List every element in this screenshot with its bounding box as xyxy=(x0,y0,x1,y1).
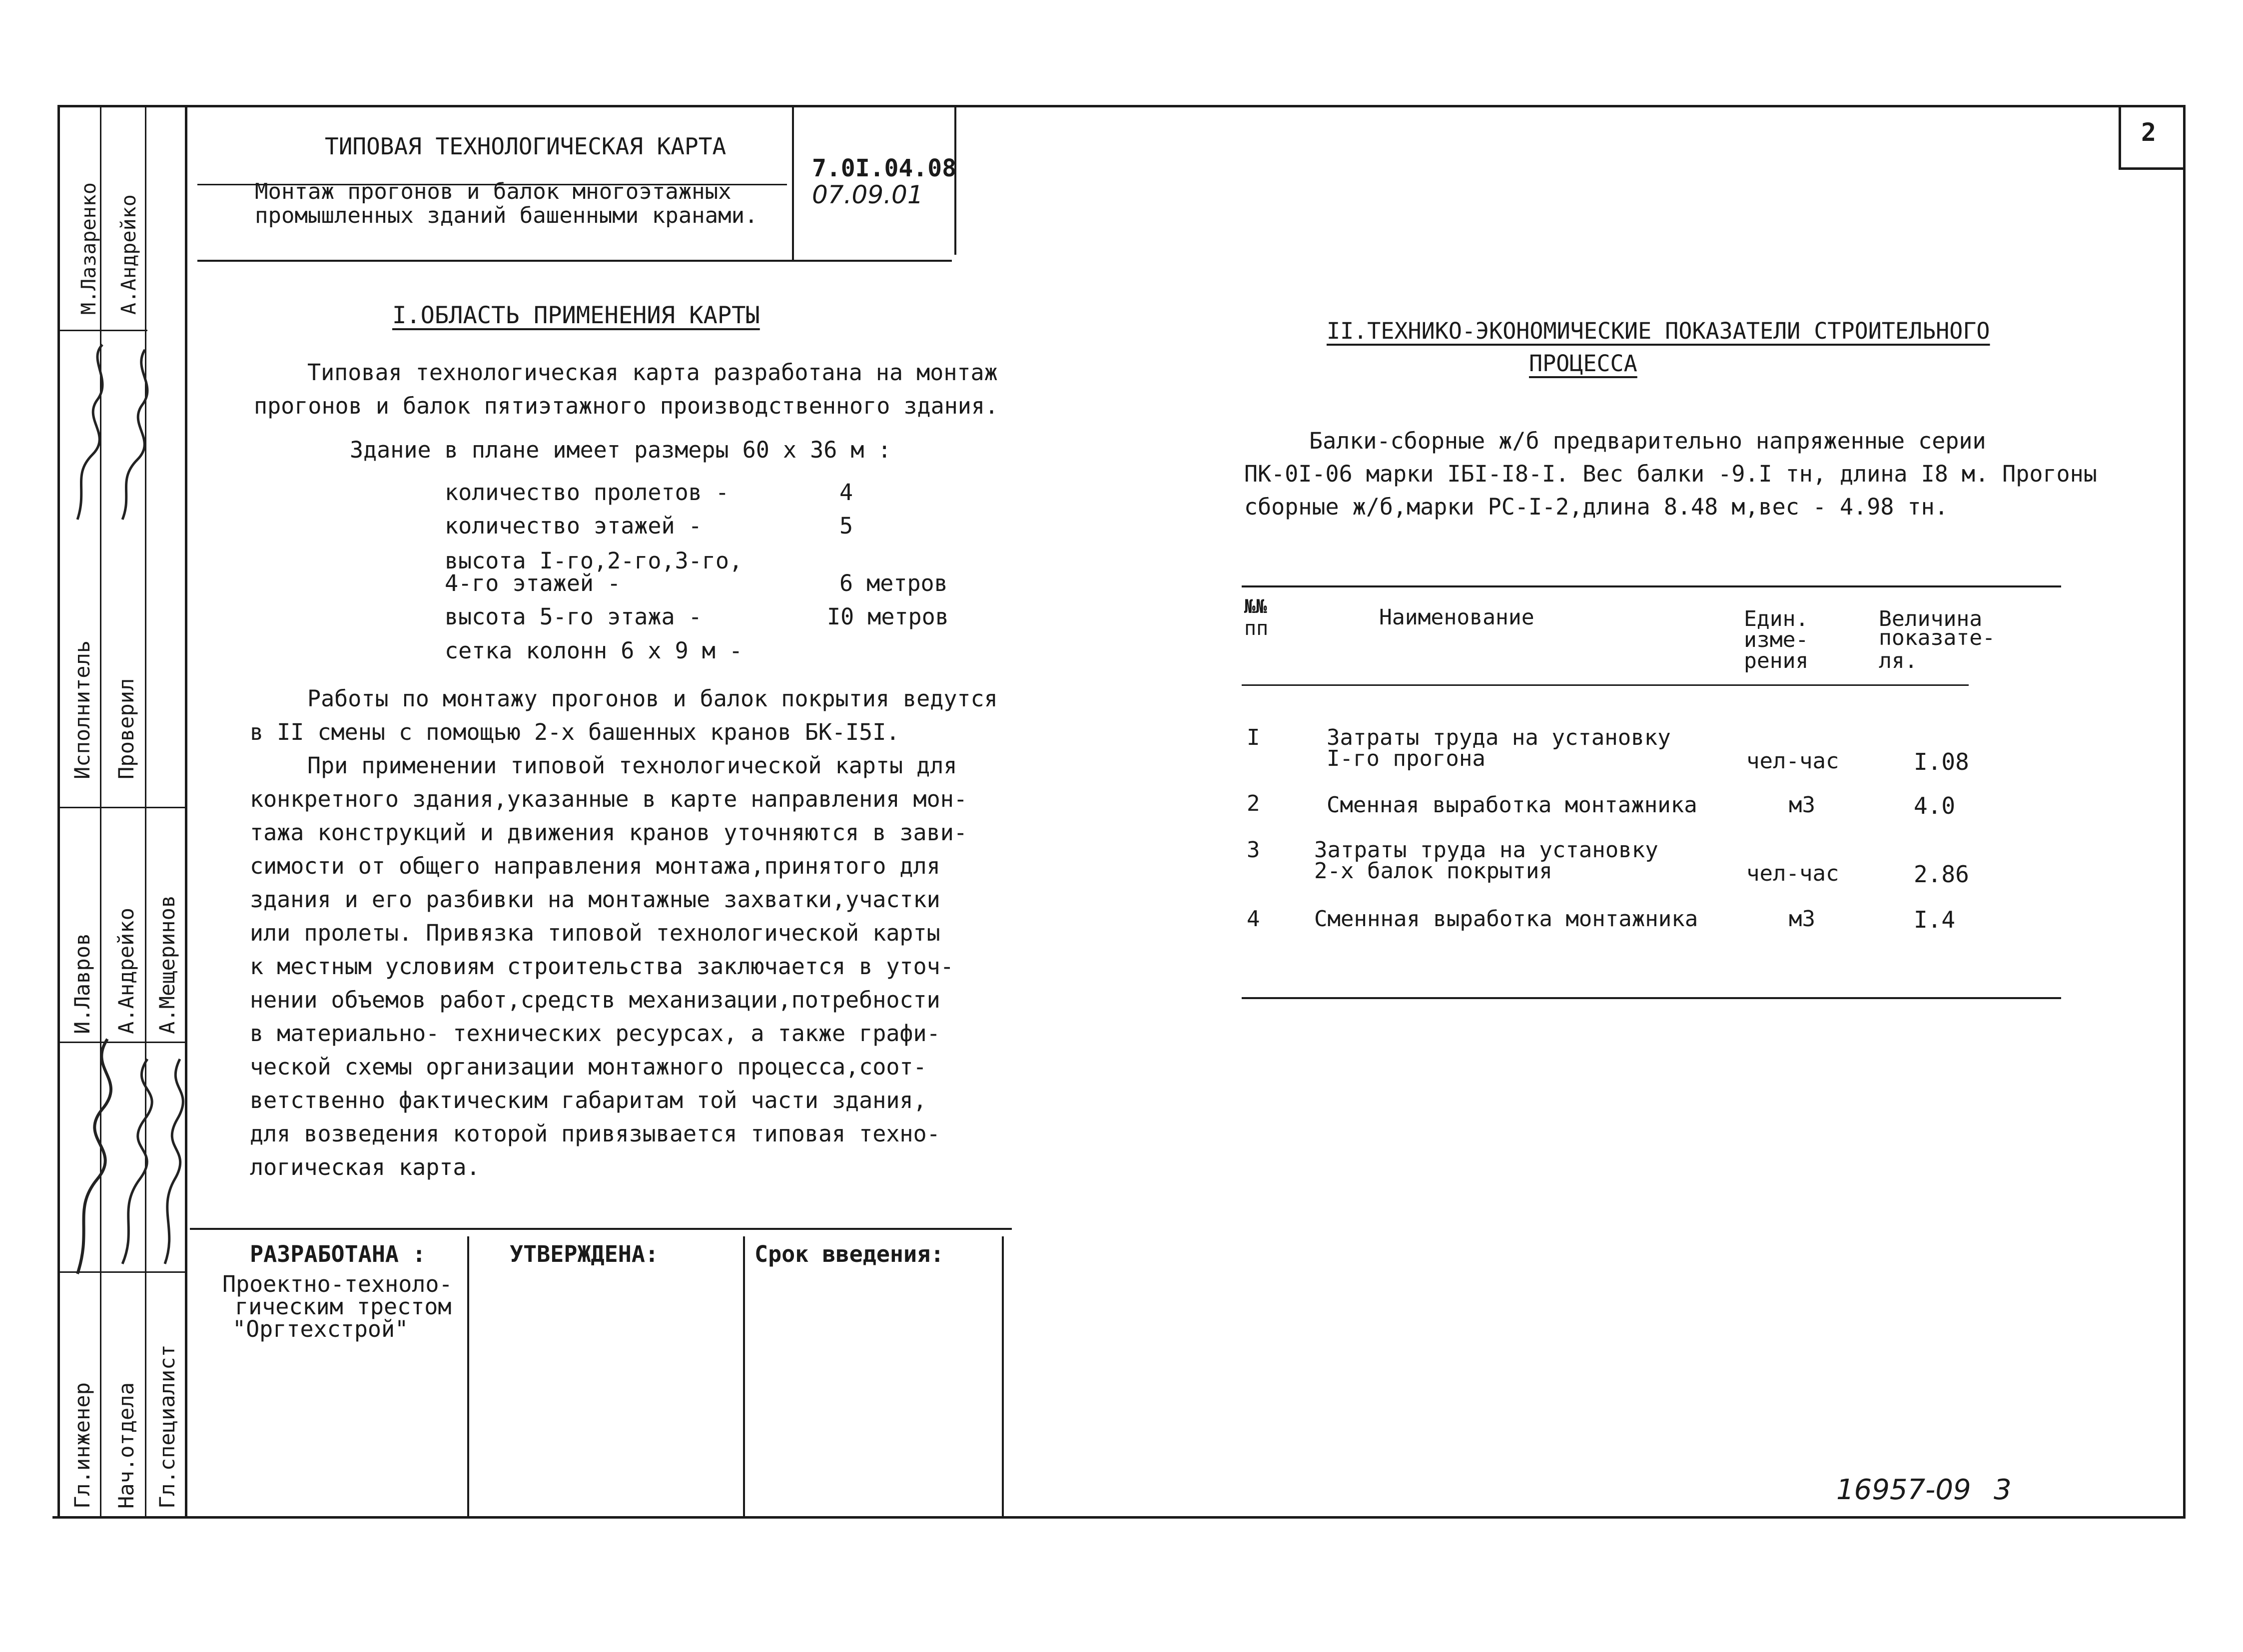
body-line: тажа конструкций и движения кранов уточняются в зави- xyxy=(250,819,967,846)
name-lazarenko: М.Лазаренко xyxy=(77,182,100,315)
role-checked: Проверил xyxy=(114,678,138,779)
name-mescherinov: А.Мещеринов xyxy=(155,895,179,1034)
param-value-height-5: I0 метров xyxy=(827,603,949,630)
body-line: симости от общего направления монтажа,принятого для xyxy=(250,853,940,879)
doc-title: ТИПОВАЯ ТЕХНОЛОГИЧЕСКАЯ КАРТА xyxy=(325,133,727,160)
table-header-line xyxy=(1242,684,1969,686)
doc-subtitle-2: промышленных зданий башенными кранами. xyxy=(255,203,758,228)
table-bottom-line xyxy=(1242,997,2061,999)
body-line: для возведения которой привязывается типовая техно- xyxy=(250,1120,940,1147)
table-top-line xyxy=(1242,585,2061,587)
body-line: в II смены с помощью 2-х башенных кранов БК-I5I. xyxy=(250,719,900,745)
row1-name-2: I-го прогона xyxy=(1327,746,1486,771)
body-line: ветственно фактическим габаритам той части здания, xyxy=(250,1087,927,1113)
th-unit-3: рения xyxy=(1744,648,1809,673)
body-line: или пролеты. Привязка типовой технологической карты xyxy=(250,920,940,946)
row1-name-1: Затраты труда на установку xyxy=(1327,725,1671,750)
name-lavrov: И.Лавров xyxy=(70,933,94,1034)
row1-value: I.08 xyxy=(1914,748,1969,775)
param-label-height-1: высота I-го,2-го,3-го, xyxy=(445,548,743,574)
role-chief-specialist: Гл.специалист xyxy=(155,1344,179,1509)
title-block-vline-1 xyxy=(792,105,794,260)
name-andreyko-1: А.Андрейко xyxy=(117,194,140,315)
th-num-1: №№ xyxy=(1244,595,1267,617)
row2-value: 4.0 xyxy=(1914,792,1956,819)
approval-top-line xyxy=(190,1228,1012,1230)
approval-divider-2 xyxy=(743,1236,745,1516)
footer-doc-number: 16957-09 xyxy=(1836,1474,1971,1506)
th-unit-2: изме- xyxy=(1744,627,1809,652)
body-line: конкретного здания,указанные в карте направления мон- xyxy=(250,786,967,812)
row4-num: 4 xyxy=(1247,906,1260,932)
role-dept-head: Нач.отдела xyxy=(114,1382,138,1509)
th-name: Наименование xyxy=(1379,605,1534,630)
param-label-height-5: высота 5-го этажа - xyxy=(445,603,702,630)
row4-value: I.4 xyxy=(1914,906,1956,933)
body-line: нении объемов работ,средств механизации,потребности xyxy=(250,987,940,1013)
row3-name-1: Затраты труда на установку xyxy=(1314,837,1658,863)
param-label-floors: количество этажей - xyxy=(445,513,702,539)
section1-intro-2: прогонов и балок пятиэтажного производственного здания. xyxy=(254,393,999,419)
approved-label: УТВЕРЖДЕНА: xyxy=(510,1241,659,1267)
row4-name-1: Сменнная выработка монтажника xyxy=(1314,906,1698,932)
section2-desc-2: ПК-0I-06 марки IБI-I8-I. Вес балки -9.I тн, длина I8 м. Прогоны xyxy=(1244,461,2097,487)
param-label-height-1b: 4-го этажей - xyxy=(445,570,621,596)
th-value-3: ля. xyxy=(1879,648,1918,673)
row3-value: 2.86 xyxy=(1914,861,1969,888)
param-label-spans: количество пролетов - xyxy=(445,479,729,506)
th-value-2: показате- xyxy=(1879,625,1995,650)
row3-num: 3 xyxy=(1247,837,1260,863)
signatures xyxy=(57,330,185,1279)
row3-unit: чел-час xyxy=(1746,861,1839,886)
body-line: логическая карта. xyxy=(250,1154,480,1180)
outer-frame-bottom xyxy=(52,1516,2186,1519)
param-value-spans: 4 xyxy=(839,479,853,506)
intro-date-label: Срок введения: xyxy=(754,1241,944,1267)
name-andreyko-2: А.Андрейко xyxy=(114,908,138,1034)
row2-name-1: Сменная выработка монтажника xyxy=(1327,792,1697,818)
doc-subtitle-1: Монтаж прогонов и балок многоэтажных xyxy=(255,179,732,204)
section2-desc-1: Балки-сборные ж/б предварительно напряженные серии xyxy=(1309,428,1986,454)
param-value-floors: 5 xyxy=(839,513,853,539)
section1-heading: I.ОБЛАСТЬ ПРИМЕНЕНИЯ КАРТЫ xyxy=(392,302,760,329)
row2-unit: м3 xyxy=(1789,792,1815,818)
outer-frame-top xyxy=(57,105,2186,107)
doc-code: 7.0I.04.08 xyxy=(812,154,956,182)
approval-divider-1 xyxy=(467,1236,469,1516)
body-line: Работы по монтажу прогонов и балок покрытия ведутся xyxy=(307,685,998,712)
row4-unit: м3 xyxy=(1789,906,1815,932)
body-line: здания и его разбивки на монтажные захватки,участки xyxy=(250,886,940,913)
approval-divider-3 xyxy=(1002,1236,1004,1516)
doc-code-date: 07.09.01 xyxy=(812,180,923,209)
body-line: ческой схемы организации монтажного процесса,соот- xyxy=(250,1054,927,1080)
section1-body xyxy=(250,682,998,1184)
title-block-bottom xyxy=(197,260,952,262)
body-line: При применении типовой технологической карты для xyxy=(307,752,957,779)
section2-desc-3: сборные ж/б,марки РС-I-2,длина 8.48 м,вес - 4.98 тн. xyxy=(1244,494,1948,520)
param-value-height-1: 6 метров xyxy=(839,570,948,596)
developed-label: РАЗРАБОТАНА : xyxy=(250,1241,426,1267)
body-line: в материально- технических ресурсах, а также графи- xyxy=(250,1020,940,1047)
section2-heading-1: II.ТЕХНИКО-ЭКОНОМИЧЕСКИЕ ПОКАЗАТЕЛИ СТРОИТЕЛЬНОГО xyxy=(1327,318,1990,344)
body-line: к местным условиям строительства заключается в уточ- xyxy=(250,953,954,980)
section1-size-line: Здание в плане имеет размеры 60 х 36 м : xyxy=(350,437,891,463)
th-value-1: Величина xyxy=(1879,606,1983,631)
page-number: 2 xyxy=(2141,118,2157,147)
section1-intro-1: Типовая технологическая карта разработана на монтаж xyxy=(307,359,998,386)
outer-frame-right xyxy=(2183,105,2186,1519)
section2-heading-2: ПРОЦЕССА xyxy=(1529,350,1637,377)
role-executor: Исполнитель xyxy=(70,640,94,779)
developed-by-1: Проектно-технолo- xyxy=(222,1271,453,1297)
th-num-2: пп xyxy=(1244,617,1269,640)
footer-sheet: 3 xyxy=(1994,1474,2012,1506)
row2-num: 2 xyxy=(1247,791,1260,816)
row1-unit: чел-час xyxy=(1746,748,1839,774)
developed-by-2: гическим трестом xyxy=(235,1293,452,1320)
row1-num: I xyxy=(1247,725,1260,750)
param-label-grid: сетка колонн 6 х 9 м - xyxy=(445,637,743,664)
row3-name-2: 2-х балок покрытия xyxy=(1314,858,1552,884)
main-frame-left xyxy=(185,105,187,1519)
developed-by-3: "Оргтехстрой" xyxy=(232,1316,409,1342)
th-unit-1: Един. xyxy=(1744,606,1809,631)
role-chief-engineer: Гл.инженер xyxy=(70,1382,94,1509)
